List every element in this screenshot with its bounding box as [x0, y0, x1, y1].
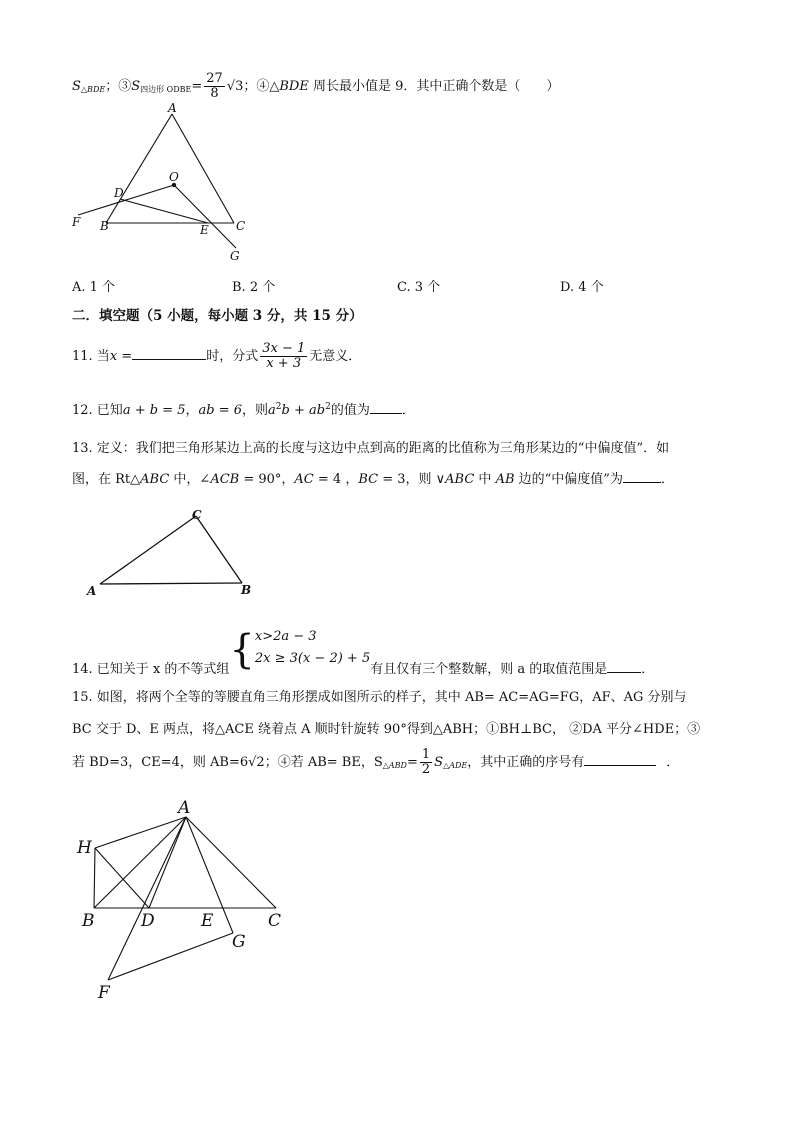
q13-abc2: ABC	[445, 472, 475, 487]
question-15-line2: BC 交于 D、E 两点，将△ACE 绕着点 A 顺时针旋转 90°得到△ABH；①BH⊥BC， ②DA 平分∠HDE；③	[72, 722, 701, 737]
seg-ah	[95, 817, 186, 848]
label-o: O	[169, 170, 179, 184]
choice-a: A. 1 个	[72, 280, 116, 295]
label-c: C	[192, 508, 202, 522]
label-h: H	[77, 838, 92, 858]
q11-suffix: 无意义．	[309, 349, 362, 364]
fraction-27-8	[204, 72, 225, 101]
q15-half	[420, 748, 432, 777]
side-ab	[106, 114, 172, 223]
seg-hb	[94, 848, 95, 908]
top-line	[72, 72, 559, 101]
choice-d: D. 4 个	[560, 280, 604, 295]
q15-sqrt2: √2	[248, 755, 265, 770]
eq: =	[191, 79, 203, 94]
q12-expr-a: a	[268, 403, 276, 418]
q13-text-g: 边的“中偏度值”为	[514, 472, 623, 487]
q15-text-b: ；④若 AB= BE，S	[264, 755, 383, 770]
frac-den: 8	[210, 86, 219, 101]
label-g: G	[230, 249, 240, 263]
line-db-e	[120, 199, 208, 223]
q13-text-b: 中，∠	[169, 472, 211, 487]
q11-den: x + 3	[266, 356, 302, 371]
q13-ab: AB	[495, 472, 515, 487]
sep2: ；④△	[243, 79, 280, 94]
question-13-line2	[72, 468, 674, 487]
question-12	[72, 399, 415, 418]
q15-half-den: 2	[421, 762, 431, 777]
q13-text-d: = 4 ，	[313, 472, 359, 487]
q13-text-a: 图，在 Rt△	[72, 472, 141, 487]
q15-text-c: ，其中正确的序号有	[467, 755, 585, 770]
q15-sub1: △ABD	[382, 761, 407, 770]
q12-prefix: 12. 已知	[72, 403, 123, 418]
q14-prefix: 14. 已知关于 x 的不等式组	[72, 662, 230, 677]
q11-fraction	[260, 342, 307, 371]
q11-mid: 时，分式	[206, 349, 259, 364]
s-quad: S	[131, 79, 141, 94]
q13-text-c: = 90°，	[239, 472, 295, 487]
choice-c: C. 3 个	[397, 280, 441, 295]
q12-exp1: 2	[275, 402, 282, 412]
sep1: ；③	[105, 79, 132, 94]
q14-blank	[607, 672, 641, 673]
q11-blank	[132, 359, 206, 360]
section-heading: 二．填空题（5 小题，每小题 3 分，共 15 分）	[72, 308, 363, 324]
q15-end: ．	[666, 755, 680, 770]
side-cb	[196, 516, 242, 583]
figure-2-right-triangle	[80, 500, 270, 605]
sqrt3: √3	[226, 79, 244, 94]
q13-text-e: = 3，则 ∨	[378, 472, 446, 487]
q11-x: x	[109, 349, 118, 364]
q13-ac: AC	[294, 472, 314, 487]
bde: BDE	[279, 79, 309, 94]
q14-suffix: 有且仅有三个整数解，则 a 的取值范围是	[370, 662, 608, 677]
label-f: F	[98, 983, 110, 1003]
q13-text-f: 中	[474, 472, 496, 487]
q13-acb: ACB	[210, 472, 240, 487]
s-bde-sub: △BDE	[80, 85, 106, 94]
label-g: G	[232, 932, 246, 952]
q12-cond1: a + b = 5	[122, 403, 186, 418]
q12-expr-b: b + ab	[281, 403, 326, 418]
q14-end: ．	[641, 662, 655, 677]
q13-bc: BC	[358, 472, 379, 487]
q12-exp2: 2	[325, 402, 331, 412]
label-e: E	[201, 911, 214, 931]
q12-end: ．	[401, 403, 415, 418]
s-bde: S	[72, 79, 81, 94]
q15-eq: =	[406, 755, 418, 770]
label-b: B	[82, 911, 95, 931]
label-b: B	[241, 583, 252, 597]
label-e: E	[200, 223, 209, 237]
q12-cond2: ab = 6	[198, 403, 243, 418]
question-11	[72, 342, 361, 371]
label-b: B	[100, 219, 109, 233]
top-rest: 周长最小值是 9．其中正确个数是（ ）	[308, 79, 560, 94]
seg-ad	[149, 817, 186, 908]
q15-text-a: 若 BD=3，CE=4，则 AB=6	[72, 755, 249, 770]
q14-ineq1: x>2a − 3	[254, 629, 317, 644]
q13-end: ．	[660, 472, 674, 487]
label-c: C	[268, 911, 282, 931]
q14-ineq2: 2x ≥ 3(x − 2) + 5	[254, 651, 371, 666]
q14-system	[255, 626, 370, 670]
frac-num: 27	[206, 71, 223, 86]
q12-mid: ，则	[242, 403, 269, 418]
side-ac	[172, 114, 234, 223]
side-ab	[100, 583, 242, 584]
q11-num: 3x − 1	[262, 341, 306, 356]
q15-blank	[584, 765, 656, 766]
figure-3-rotated-triangles	[70, 795, 300, 1005]
label-d: D	[141, 911, 155, 931]
question-14	[72, 626, 655, 677]
label-a: A	[168, 101, 177, 115]
question-13-line1: 13. 定义：我们把三角形某边上高的长度与这边中点到高的距离的比值称为三角形某边的“中偏度值”．如	[72, 441, 670, 456]
q12-blank	[370, 413, 402, 414]
q12-sep: ，	[185, 403, 199, 418]
q12-suffix: 的值为	[330, 403, 370, 418]
s-quad-sub: 四边形 ODBE	[140, 85, 192, 94]
q14-brace: {	[229, 627, 255, 673]
q11-prefix: 11. 当	[72, 349, 110, 364]
figure-1-triangle	[66, 100, 256, 270]
q11-eq: =	[117, 349, 133, 364]
label-f: F	[72, 215, 81, 229]
label-c: C	[236, 219, 246, 233]
label-a: A	[178, 798, 191, 818]
side-ac	[100, 516, 196, 584]
q13-blank	[623, 482, 661, 483]
choice-b: B. 2 个	[232, 280, 276, 295]
label-d: D	[114, 186, 124, 200]
label-a: A	[87, 584, 97, 598]
question-15-line1: 15. 如图，将两个全等的等腰直角三角形摆成如图所示的样子，其中 AB= AC=AG=FG，AF、AG 分别与	[72, 690, 687, 705]
q15-s2: S	[434, 755, 444, 770]
q15-sub2: △ADE	[443, 761, 468, 770]
q15-half-num: 1	[421, 747, 431, 762]
q13-abc: ABC	[140, 472, 170, 487]
question-15-line3	[72, 748, 679, 777]
seg-ac	[186, 817, 276, 908]
